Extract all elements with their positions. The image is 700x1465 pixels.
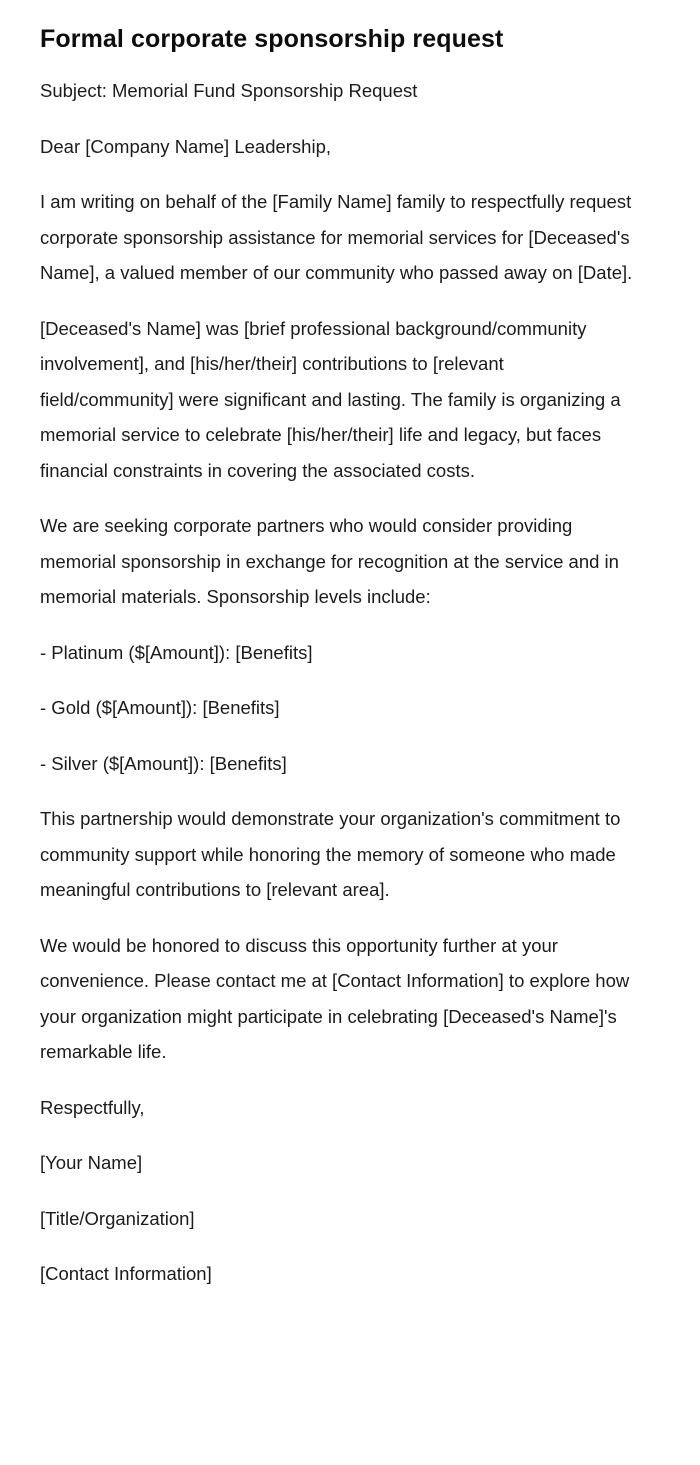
salutation: Dear [Company Name] Leadership, <box>40 135 332 157</box>
closing-valediction: Respectfully, <box>40 1096 145 1118</box>
body-paragraph-background: [Deceased's Name] was [brief professional background/community involvement], and [his/her/their] contributions to [relevant field/community] were significant and lasting. The family is organizing a memorial service to celebrate [his/her/their] life and legacy, but faces financial constraints in covering the associated costs. <box>40 317 621 481</box>
signature-name: [Your Name] <box>40 1152 143 1173</box>
signature-contact-information: [Contact Information] <box>40 1263 212 1284</box>
body-paragraph-partnership: This partnership would demonstrate your organization's commitment to community support while honoring the memory of someone who made meaningful contributions to [relevant area]. <box>40 808 621 900</box>
page-title: Formal corporate sponsorship request <box>40 25 504 53</box>
subject-line: Subject: Memorial Fund Sponsorship Request <box>40 80 418 101</box>
signature-title-organization: [Title/Organization] <box>40 1207 195 1229</box>
sponsorship-level-platinum: - Platinum ($[Amount]): [Benefits] <box>40 641 313 663</box>
body-paragraph-contact: We would be honored to discuss this opportunity further at your convenience. Please contact me at [Contact Information] to explore how your organization might participate in celebrating [Deceased's Name]'s remarkable life. <box>40 934 630 1062</box>
body-paragraph-seeking: We are seeking corporate partners who would consider providing memorial sponsorship in exchange for recognition at the service and in memorial materials. Sponsorship levels include: <box>40 515 619 607</box>
body-paragraph-intro: I am writing on behalf of the [Family Name] family to respectfully request corporate sponsorship assistance for memorial services for [Deceased's Name], a valued member of our community who passed away on [Date]. <box>40 191 633 283</box>
sponsorship-level-silver: - Silver ($[Amount]): [Benefits] <box>40 752 287 774</box>
sponsorship-level-gold: - Gold ($[Amount]): [Benefits] <box>40 697 280 718</box>
